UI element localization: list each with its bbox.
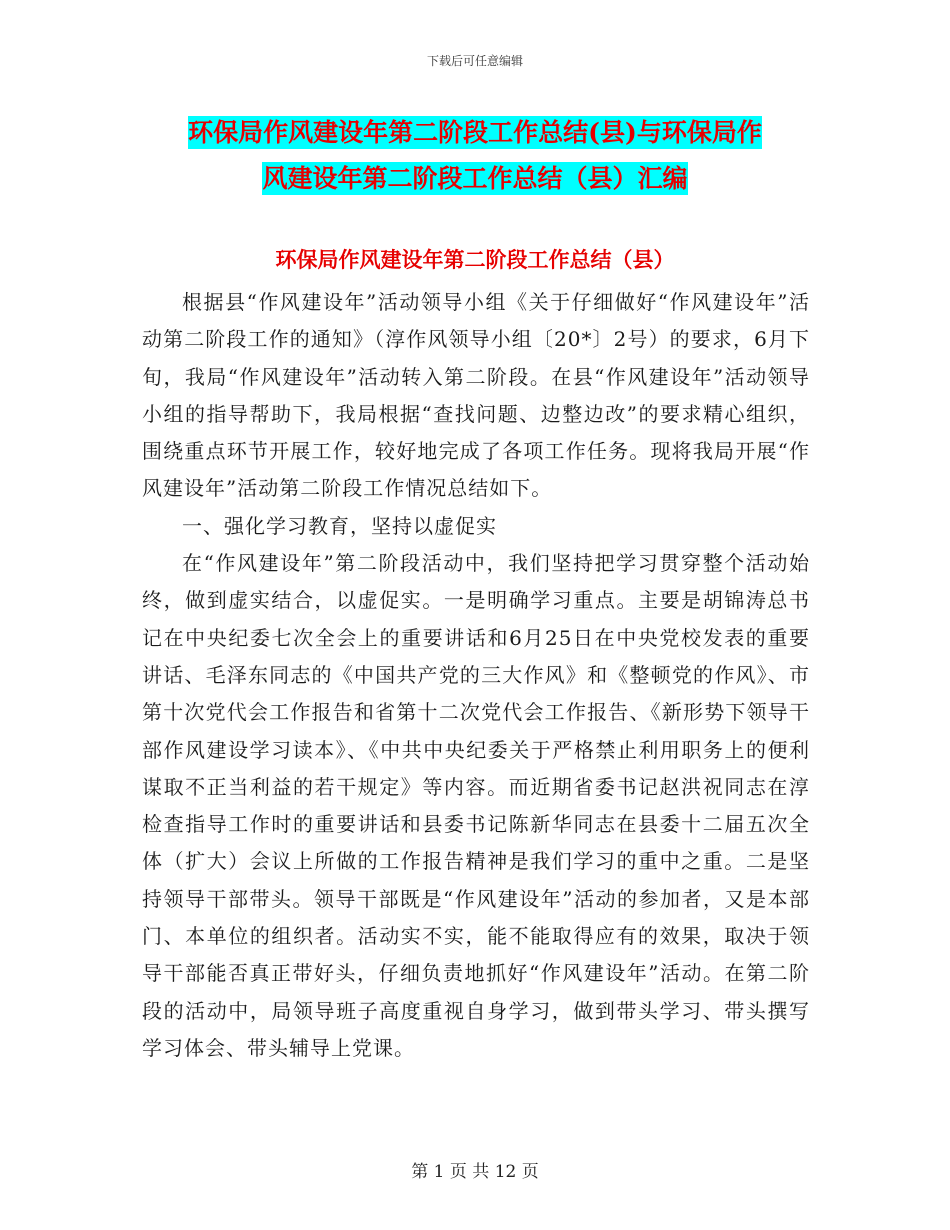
title-line-1: 环保局作风建设年第二阶段工作总结(县)与环保局作	[188, 118, 762, 147]
paragraph-heading-1: 一、强化学习教育，坚持以虚促实	[182, 513, 497, 538]
header-note: 下载后可任意编辑	[426, 54, 523, 68]
body-text	[142, 284, 810, 1067]
page-footer: 第 1 页 共 12 页	[411, 1162, 539, 1182]
paragraph-intro: 根据县“作风建设年”活动领导小组《关于仔细做好“作风建设年”活动第二阶段工作的通知》（淳作风领导小组〔20*〕2号）的要求，6月下旬，我局“作风建设年”活动转入第二阶段。在县“作风建设年”活动领导小组的指导帮助下，我局根据“查找问题、边整边改”的要求精心组织，围绕重点环节开展工作，较好地完成了各项工作任务。现将我局开展“作风建设年”活动第二阶段工作情况总结如下。	[142, 290, 810, 501]
document-title	[0, 110, 950, 202]
section-title: 环保局作风建设年第二阶段工作总结（县）	[275, 247, 675, 272]
paragraph-study: 在“作风建设年”第二阶段活动中，我们坚持把学习贯穿整个活动始终，做到虚实结合，以虚促实。一是明确学习重点。主要是胡锦涛总书记在中央纪委七次全会上的重要讲话和6月25日在中央党校发表的重要讲话、毛泽东同志的《中国共产党的三大作风》和《整顿党的作风》、市第十次党代会工作报告和省第十二次党代会工作报告、《新形势下领导干部作风建设学习读本》、《中共中央纪委关于严格禁止利用职务上的便利谋取不正当利益的若干规定》等内容。而近期省委书记赵洪祝同志在淳检查指导工作时的重要讲话和县委书记陈新华同志在县委十二届五次全体（扩大）会议上所做的工作报告精神是我们学习的重中之重。二是坚持领导干部带头。领导干部既是“作风建设年”活动的参加者，又是本部门、本单位的组织者。活动实不实，能不能取得应有的效果，取决于领导干部能否真正带好头，仔细负责地抓好“作风建设年”活动。在第二阶段的活动中，局领导班子高度重视自身学习，做到带头学习、带头撰写学习体会、带头辅导上党课。	[142, 551, 810, 1060]
title-line-2: 风建设年第二阶段工作总结（县）汇编	[262, 164, 688, 193]
